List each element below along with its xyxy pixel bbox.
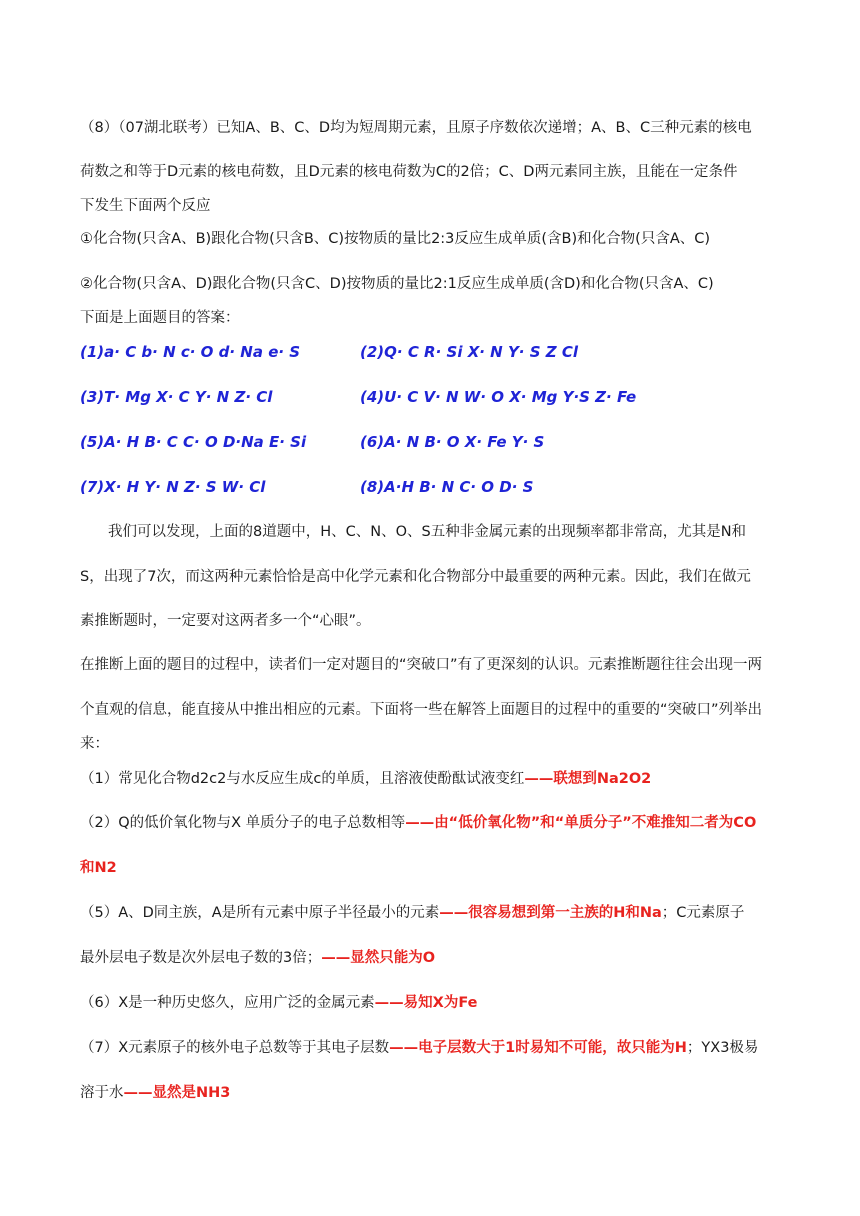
hint-2-text: （2）Q的低价氧化物与X 单质分子的电子总数相等 [80, 815, 406, 831]
hint-6-answer: ——易知X为Fe [374, 995, 478, 1011]
question-8-line-2: 荷数之和等于D元素的核电荷数，且D元素的核电荷数为C的2倍；C、D两元素同主族，且能在一定条件 [80, 164, 738, 180]
hint-7 [80, 1038, 800, 1058]
hint-7-text-3: 溶于水 [80, 1085, 124, 1101]
breakthrough-line-1: 在推断上面的题目的过程中，读者们一定对题目的“突破口”有了更深刻的认识。元素推断题往往会出现一两 [80, 657, 763, 673]
answer-7: (7)X· H Y· N Z· S W· Cl [80, 478, 266, 496]
question-8-line-3: 下发生下面两个反应 [80, 198, 211, 214]
hint-7-text: （7）X元素原子的核外电子总数等于其电子层数 [80, 1040, 390, 1056]
reaction-2: ②化合物(只含A、D)跟化合物(只含C、D)按物质的量比2:1反应生成单质(含D)和化合物(只含A、C) [80, 276, 714, 292]
hint-1-answer: ——联想到Na2O2 [524, 771, 652, 787]
hint-2-answer: ——由“低价氧化物”和“单质分子”不难推知二者为CO [405, 815, 757, 831]
summary-line-3: 素推断题时，一定要对这两者多一个“心眼”。 [80, 613, 371, 629]
hint-2 [80, 813, 800, 833]
summary-line-2: S，出现了7次，而这两种元素恰恰是高中化学元素和化合物部分中最重要的两种元素。因此，我们在做元 [80, 569, 751, 585]
hint-2-answer-cont: 和N2 [80, 860, 117, 876]
hint-7-answer-2: ——显然是NH3 [123, 1085, 231, 1101]
summary-line-1: 我们可以发现，上面的8道题中，H、C、N、O、S五种非金属元素的出现频率都非常高，尤其是N和 [108, 524, 747, 540]
hint-1-text: （1）常见化合物d2c2与水反应生成c的单质，且溶液使酚酞试液变红 [80, 771, 525, 787]
hint-1 [80, 769, 800, 789]
hint-5-text-2: ；C元素原子 [661, 905, 745, 921]
hint-5-answer-2: ——显然只能为O [321, 950, 436, 966]
hint-5-answer: ——很容易想到第一主族的H和Na [439, 905, 662, 921]
answer-3: (3)T· Mg X· C Y· N Z· Cl [80, 388, 273, 406]
hint-7-text-2: ；YX3极易 [686, 1040, 759, 1056]
breakthrough-line-3: 来： [80, 736, 109, 752]
hint-6-text: （6）X是一种历史悠久，应用广泛的金属元素 [80, 995, 375, 1011]
answer-8: (8)A·H B· N C· O D· S [360, 478, 534, 496]
reaction-1: ①化合物(只含A、B)跟化合物(只含B、C)按物质的量比2:3反应生成单质(含B)和化合物(只含A、C) [80, 231, 711, 247]
hint-7-continued [80, 1083, 800, 1103]
answer-6: (6)A· N B· O X· Fe Y· S [360, 433, 545, 451]
breakthrough-line-2: 个直观的信息，能直接从中推出相应的元素。下面将一些在解答上面题目的过程中的重要的“突破口”列举出 [80, 702, 763, 718]
answer-4: (4)U· C V· N W· O X· Mg Y·S Z· Fe [360, 388, 637, 406]
question-8-line-1: （8）（07湖北联考）已知A、B、C、D均为短周期元素，且原子序数依次递增；A、B、C三种元素的核电 [80, 120, 752, 136]
hint-5-text-3: 最外层电子数是次外层电子数的3倍； [80, 950, 322, 966]
hint-7-answer: ——电子层数大于1时易知不可能，故只能为H [389, 1040, 687, 1056]
hint-5-continued [80, 948, 800, 968]
hint-2-continued [80, 858, 800, 878]
hint-6 [80, 993, 800, 1013]
hint-5-text: （5）A、D同主族，A是所有元素中原子半径最小的元素 [80, 905, 440, 921]
hint-5 [80, 903, 800, 923]
answers-intro: 下面是上面题目的答案： [80, 310, 240, 326]
answer-5: (5)A· H B· C C· O D·Na E· Si [80, 433, 307, 451]
answer-1: (1)a· C b· N c· O d· Na e· S [80, 343, 301, 361]
answer-2: (2)Q· C R· Si X· N Y· S Z Cl [360, 343, 579, 361]
